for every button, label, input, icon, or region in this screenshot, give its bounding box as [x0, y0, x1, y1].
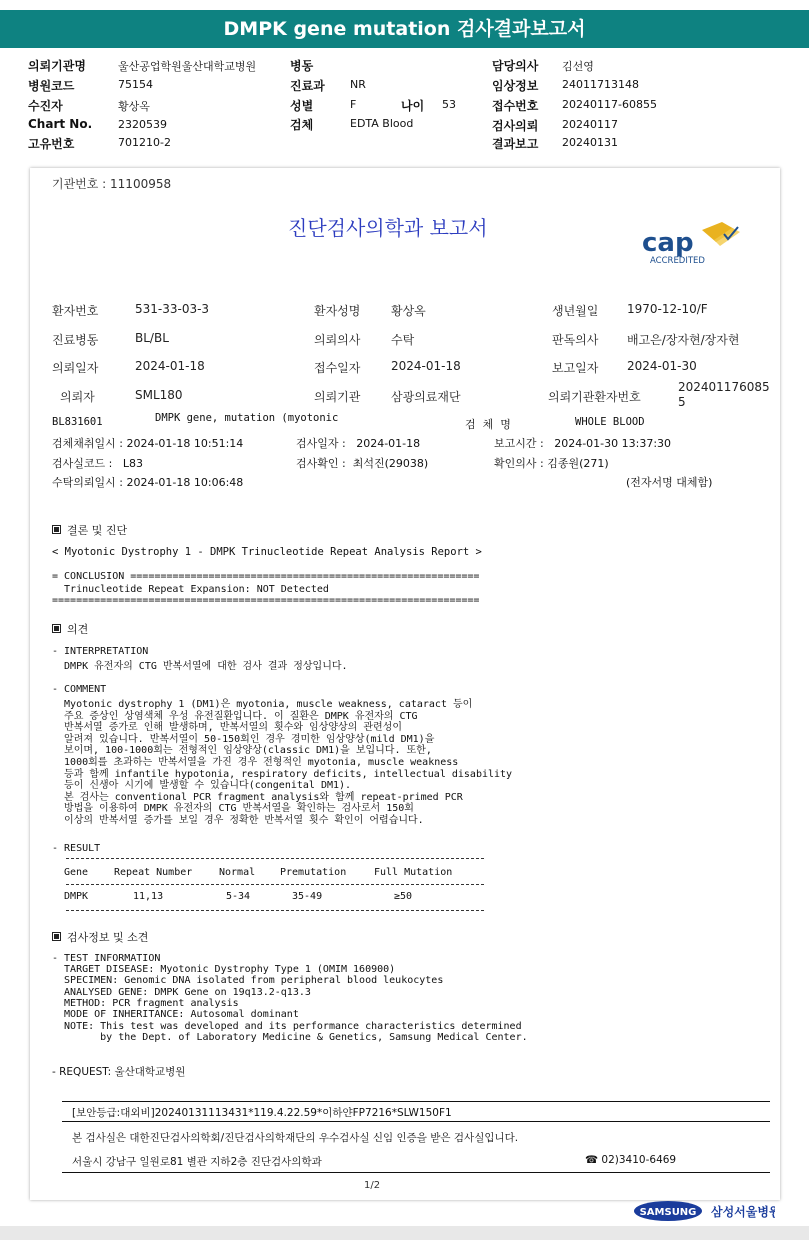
- square-bullet-icon: [52, 624, 61, 633]
- header-right-label: 담당의사: [492, 59, 539, 73]
- cap-accredited-logo: [640, 220, 750, 266]
- footer-divider-bottom: [62, 1172, 770, 1173]
- test-confirm: 검사확인 : 최석진(29038): [296, 457, 429, 470]
- samsung-hospital-logo: [633, 1198, 775, 1228]
- security-line: [보안등급:대외비]20240131113431*119.4.22.59*이하얀FP7216*SLW150F1: [72, 1107, 452, 1119]
- header-right-value: 20240131: [562, 136, 618, 149]
- samsung-logo-text: SAMSUNG: [639, 1207, 697, 1218]
- patient-field-value: 삼광의료재단: [391, 390, 461, 404]
- header-right-value: 김선영: [562, 60, 594, 73]
- conclusion-end: =======================================================================: [52, 595, 480, 606]
- comment-heading: - COMMENT: [52, 684, 107, 695]
- banner-title: DMPK gene mutation 검사결과보고서: [223, 18, 586, 40]
- institution-number: 기관번호 : 11100958: [52, 177, 172, 191]
- header-label: 수진자: [28, 99, 63, 113]
- confirm-doctor: 확인의사 : 김종원(271): [494, 457, 609, 470]
- comment-line: 본 검사는 conventional PCR fragment analysis와 함께 repeat-primed PCR: [52, 791, 463, 803]
- comment-line: 보이며, 100-1000회는 전형적인 임상양상(classic DM1)을 보입니다. 또한,: [52, 745, 432, 757]
- patient-field-value: SML180: [135, 388, 183, 402]
- test-info-line: METHOD: PCR fragment analysis: [52, 997, 239, 1009]
- samsung-logo-icon: [633, 1198, 775, 1224]
- header-label: 병원코드: [28, 79, 75, 93]
- lab-code: 검사실코드 : L83: [52, 457, 143, 470]
- patient-field-value: 531-33-03-3: [135, 302, 210, 316]
- cap-logo-text: cap: [642, 228, 694, 258]
- certification-text: 본 검사실은 대한진단검사의학회/진단검사의학재단의 우수검사실 신임 인증을 받은 검사실입니다.: [72, 1132, 519, 1144]
- header-right-label: 검사의뢰: [492, 119, 539, 133]
- comment-line: 이상의 반복서열 증가를 보일 경우 정확한 반복서열 횟수 확인이 어렵습니다.: [52, 815, 424, 826]
- address-text: 서울시 강남구 일원로81 별관 지하2층 진단검사의학과: [72, 1156, 322, 1168]
- header-value: 황상옥: [118, 100, 150, 113]
- e-signature-note: (전자서명 대체함): [626, 476, 713, 489]
- result-cell: 11,13: [133, 891, 164, 902]
- test-info-line: ANALYSED GENE: DMPK Gene on 19q13.2-q13.3: [52, 986, 311, 998]
- conclusion-line: = CONCLUSION ==========================================================: [52, 571, 480, 582]
- dept-value: NR: [350, 78, 366, 91]
- result-column-header: Gene: [64, 867, 89, 878]
- collection-time: 검체채취일시 : 2024-01-18 10:51:14: [52, 437, 244, 450]
- patient-field-value: 2024-01-30: [627, 359, 697, 373]
- patient-field-label: 환자성명: [314, 304, 361, 318]
- footer-divider-top: [62, 1101, 770, 1102]
- opinion-section-heading: 의견: [52, 621, 88, 637]
- patient-field-value: BL/BL: [135, 331, 169, 345]
- cap-logo-subtext: ACCREDITED: [650, 256, 705, 266]
- patient-field-value: 1970-12-10/F: [627, 302, 708, 316]
- viewer-bottom-bar: [0, 1226, 809, 1240]
- result-cell: DMPK: [64, 891, 89, 902]
- patient-field-value: 2024-01-18: [391, 359, 461, 373]
- patient-field-label: 의뢰일자: [52, 361, 99, 375]
- ward-label: 병동: [290, 59, 314, 73]
- footer-divider-mid: [62, 1121, 770, 1122]
- test-info-line: MODE OF INHERITANCE: Autosomal dominant: [52, 1009, 299, 1021]
- comment-line: 방법을 이용하여 DMPK 유전자의 CTG 반복서열을 확인하는 검사로서 150회: [52, 803, 414, 815]
- report-time: 보고시간 : 2024-01-30 13:37:30: [494, 437, 672, 450]
- result-heading: - RESULT: [52, 843, 101, 854]
- result-cell: 5-34: [226, 891, 251, 902]
- dept-label: 진료과: [290, 79, 325, 93]
- patient-field-label: 생년월일: [552, 304, 599, 318]
- conclusion-text: Trinucleotide Repeat Expansion: NOT Detected: [52, 584, 329, 595]
- comment-line: 등과 함께 infantile hypotonia, respiratory deficits, intellectual disability: [52, 768, 513, 780]
- square-bullet-icon: [52, 932, 61, 941]
- interpretation-heading: - INTERPRETATION: [52, 646, 149, 657]
- patient-field-label: 접수일자: [314, 361, 361, 375]
- patient-field-label: 환자번호: [52, 304, 99, 318]
- request-time: 수탁의뢰일시 : 2024-01-18 10:06:48: [52, 476, 244, 489]
- patient-field-value: 2024-01-18: [135, 359, 205, 373]
- header-value: 울산공업학원울산대학교병원: [118, 60, 257, 73]
- test-info-line: NOTE: This test was developed and its performance characteristics determined: [52, 1020, 522, 1032]
- result-column-header: Premutation: [280, 867, 347, 878]
- comment-line: 등이 신생아 시기에 발생할 수 있습니다(congenital DM1).: [52, 780, 352, 792]
- patient-field-value: 202401176085: [678, 380, 770, 394]
- result-column-header: Repeat Number: [114, 867, 193, 878]
- request-line: - REQUEST: 울산대학교병원: [52, 1066, 186, 1078]
- patient-field-label: 의뢰자: [60, 390, 95, 404]
- comment-line: 주요 증상인 상염색체 우성 유전질환입니다. 이 질환은 DMPK 유전자의 CTG: [52, 710, 418, 722]
- result-divider-mid: [66, 884, 484, 885]
- header-label: 의뢰기관명: [28, 59, 86, 73]
- header-label: Chart No.: [28, 117, 93, 131]
- patient-field-value: 황상옥: [391, 304, 426, 318]
- age-value: 53: [442, 98, 456, 111]
- result-cell: 35-49: [292, 891, 323, 902]
- comment-line: 1000회를 초과하는 반복서열을 가진 경우 전형적인 myotonia, muscle weakness: [52, 757, 459, 768]
- age-label: 나이: [401, 99, 425, 113]
- comment-line: 알려져 있습니다. 반복서열이 50-150회인 경우 경미한 임상양상(mild DM1)을: [52, 733, 435, 745]
- phone-text: ☎ 02)3410-6469: [585, 1154, 677, 1166]
- header-right-value: 20240117: [562, 118, 618, 131]
- page-number: 1/2: [364, 1180, 381, 1191]
- header-value: 701210-2: [118, 136, 171, 149]
- comment-line: Myotonic dystrophy 1 (DM1)은 myotonia, muscle weakness, cataract 등이: [52, 699, 473, 710]
- specimen-name-label: 검 체 명: [465, 418, 511, 431]
- patient-field-value: 5: [678, 395, 686, 409]
- report-name: < Myotonic Dystrophy 1 - DMPK Trinucleotide Repeat Analysis Report >: [52, 546, 482, 558]
- info-section-heading: 검사정보 및 소견: [52, 929, 148, 945]
- header-right-label: 접수번호: [492, 99, 539, 113]
- patient-field-value: 배고은/장자현/장자현: [627, 333, 740, 347]
- sex-label: 성별: [290, 99, 314, 113]
- test-code: BL831601: [52, 416, 103, 428]
- test-date: 검사일자 : 2024-01-18: [296, 437, 421, 450]
- header-right-label: 임상정보: [492, 79, 539, 93]
- patient-field-label: 보고일자: [552, 361, 599, 375]
- report-paper: [30, 168, 780, 1200]
- comment-line: 반복서열 증가로 인해 발생하며, 반복서열의 횟수와 임상양상의 관련성이: [52, 722, 403, 734]
- hospital-logo-text: 삼성서울병원: [711, 1205, 775, 1219]
- patient-field-label: 의뢰의사: [314, 333, 361, 347]
- result-column-header: Full Mutation: [374, 867, 453, 878]
- header-right-value: 20240117-60855: [562, 98, 657, 111]
- patient-field-label: 의뢰기관: [314, 390, 361, 404]
- header-label: 고유번호: [28, 137, 75, 151]
- specimen-value: EDTA Blood: [350, 117, 414, 130]
- report-title: 진단검사의학과 보고서: [288, 216, 488, 240]
- header-value: 75154: [118, 78, 153, 91]
- result-cell: ≥50: [394, 891, 413, 902]
- cap-logo-icon: [640, 220, 750, 266]
- test-information-heading: - TEST INFORMATION: [52, 953, 161, 964]
- square-bullet-icon: [52, 525, 61, 534]
- test-info-line: SPECIMEN: Genomic DNA isolated from peripheral blood leukocytes: [52, 975, 444, 987]
- specimen-label: 검체: [290, 118, 314, 132]
- test-info-line: TARGET DISEASE: Myotonic Dystrophy Type 1 (OMIM 160900): [52, 964, 396, 975]
- sex-value: F: [350, 98, 357, 111]
- header-right-value: 24011713148: [562, 78, 639, 91]
- test-name: DMPK gene, mutation (myotonic: [155, 412, 339, 424]
- patient-field-label: 판독의사: [552, 333, 599, 347]
- specimen-name-value: WHOLE BLOOD: [575, 416, 645, 428]
- result-divider-top: [66, 858, 484, 859]
- header-right-label: 결과보고: [492, 137, 539, 151]
- result-column-header: Normal: [219, 867, 256, 878]
- result-divider-bottom: [66, 910, 484, 911]
- header-value: 2320539: [118, 118, 167, 131]
- conclusion-section-heading: 결론 및 진단: [52, 522, 127, 538]
- patient-field-label: 진료병동: [52, 333, 99, 347]
- patient-field-label: 의뢰기관환자번호: [548, 390, 641, 404]
- interpretation-text: DMPK 유전자의 CTG 반복서열에 대한 검사 결과 정상입니다.: [52, 661, 348, 672]
- patient-field-value: 수탁: [391, 333, 415, 347]
- test-info-line: by the Dept. of Laboratory Medicine & Genetics, Samsung Medical Center.: [52, 1031, 528, 1043]
